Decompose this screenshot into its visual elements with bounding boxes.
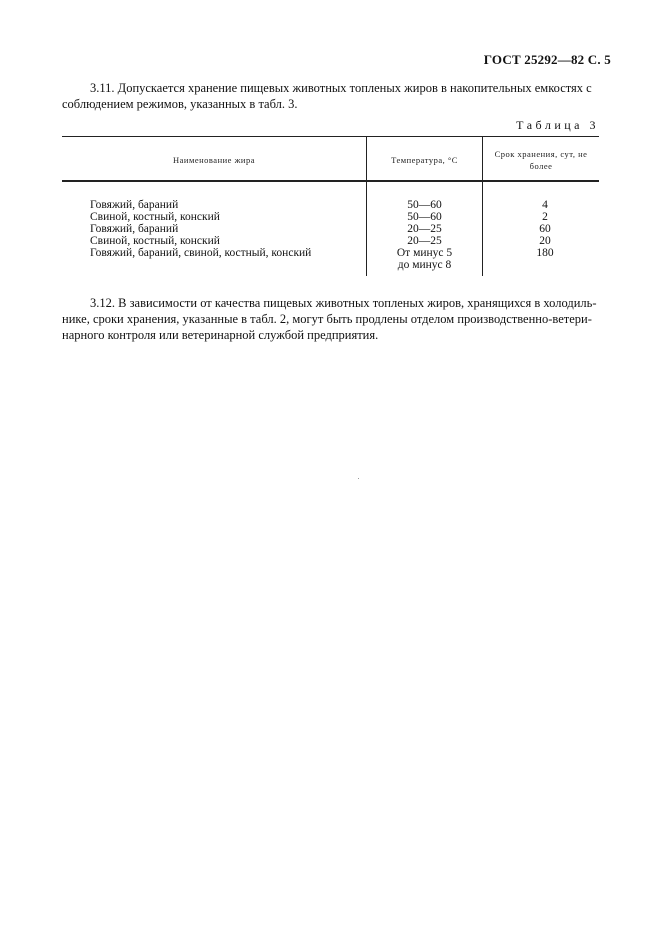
paragraph-3-11: [62, 80, 600, 112]
header-fat-name: Наименование жира: [172, 155, 256, 165]
paragraph-3-12: [62, 295, 600, 343]
table-cell-name: Говяжий, бараний: [90, 199, 179, 211]
table-top-rule: [62, 136, 599, 137]
table-cell-name: Говяжий, бараний, свиной, костный, конский: [90, 247, 312, 259]
table-cell-name: Говяжий, бараний: [90, 223, 179, 235]
table-cell-term: 4: [542, 199, 548, 211]
table-cell-temp: до минус 8: [397, 259, 452, 271]
table-cell-term: 2: [542, 211, 548, 223]
table-cell-temp: 20—25: [407, 235, 442, 247]
table-cell-temp: От минус 5: [396, 247, 453, 259]
column-storage-terms: [483, 199, 607, 259]
table-cell-term: 180: [536, 247, 554, 259]
table-cell-temp: 50—60: [407, 211, 442, 223]
paragraph-line: 3.11. Допускается хранение пищевых животных топленых жиров в накопительных емкостях с: [90, 81, 592, 95]
table-cell-term: 20: [539, 235, 551, 247]
table-cell-name: Свиной, костный, конский: [90, 235, 220, 247]
table-cell-temp: 20—25: [407, 223, 442, 235]
paragraph-line: соблюдением режимов, указанных в табл. 3.: [62, 97, 298, 111]
table-cell-name: Свиной, костный, конский: [90, 211, 220, 223]
header-storage-term: Срок хранения, сут, не более: [494, 149, 588, 171]
paragraph-line: нике, сроки хранения, указанные в табл. 2, могут быть продлены отделом производственно-ветери-: [62, 312, 592, 326]
header-temperature: Температура, °С: [391, 155, 458, 165]
page-header: ГОСТ 25292—82 С. 5: [483, 52, 611, 67]
table-cell-term: 60: [539, 223, 551, 235]
column-fat-names: [90, 199, 311, 259]
table-cell-temp: 50—60: [407, 199, 442, 211]
paragraph-line: нарного контроля или ветеринарной службой предприятия.: [62, 328, 379, 342]
table-header-rule: [62, 180, 599, 182]
paragraph-line: 3.12. В зависимости от качества пищевых животных топленых жиров, хранящихся в холодиль-: [90, 296, 597, 310]
storage-table: [62, 136, 599, 276]
column-temperatures: [367, 199, 482, 271]
scan-speck: [358, 478, 359, 479]
table-caption: Таблица 3: [516, 118, 599, 132]
